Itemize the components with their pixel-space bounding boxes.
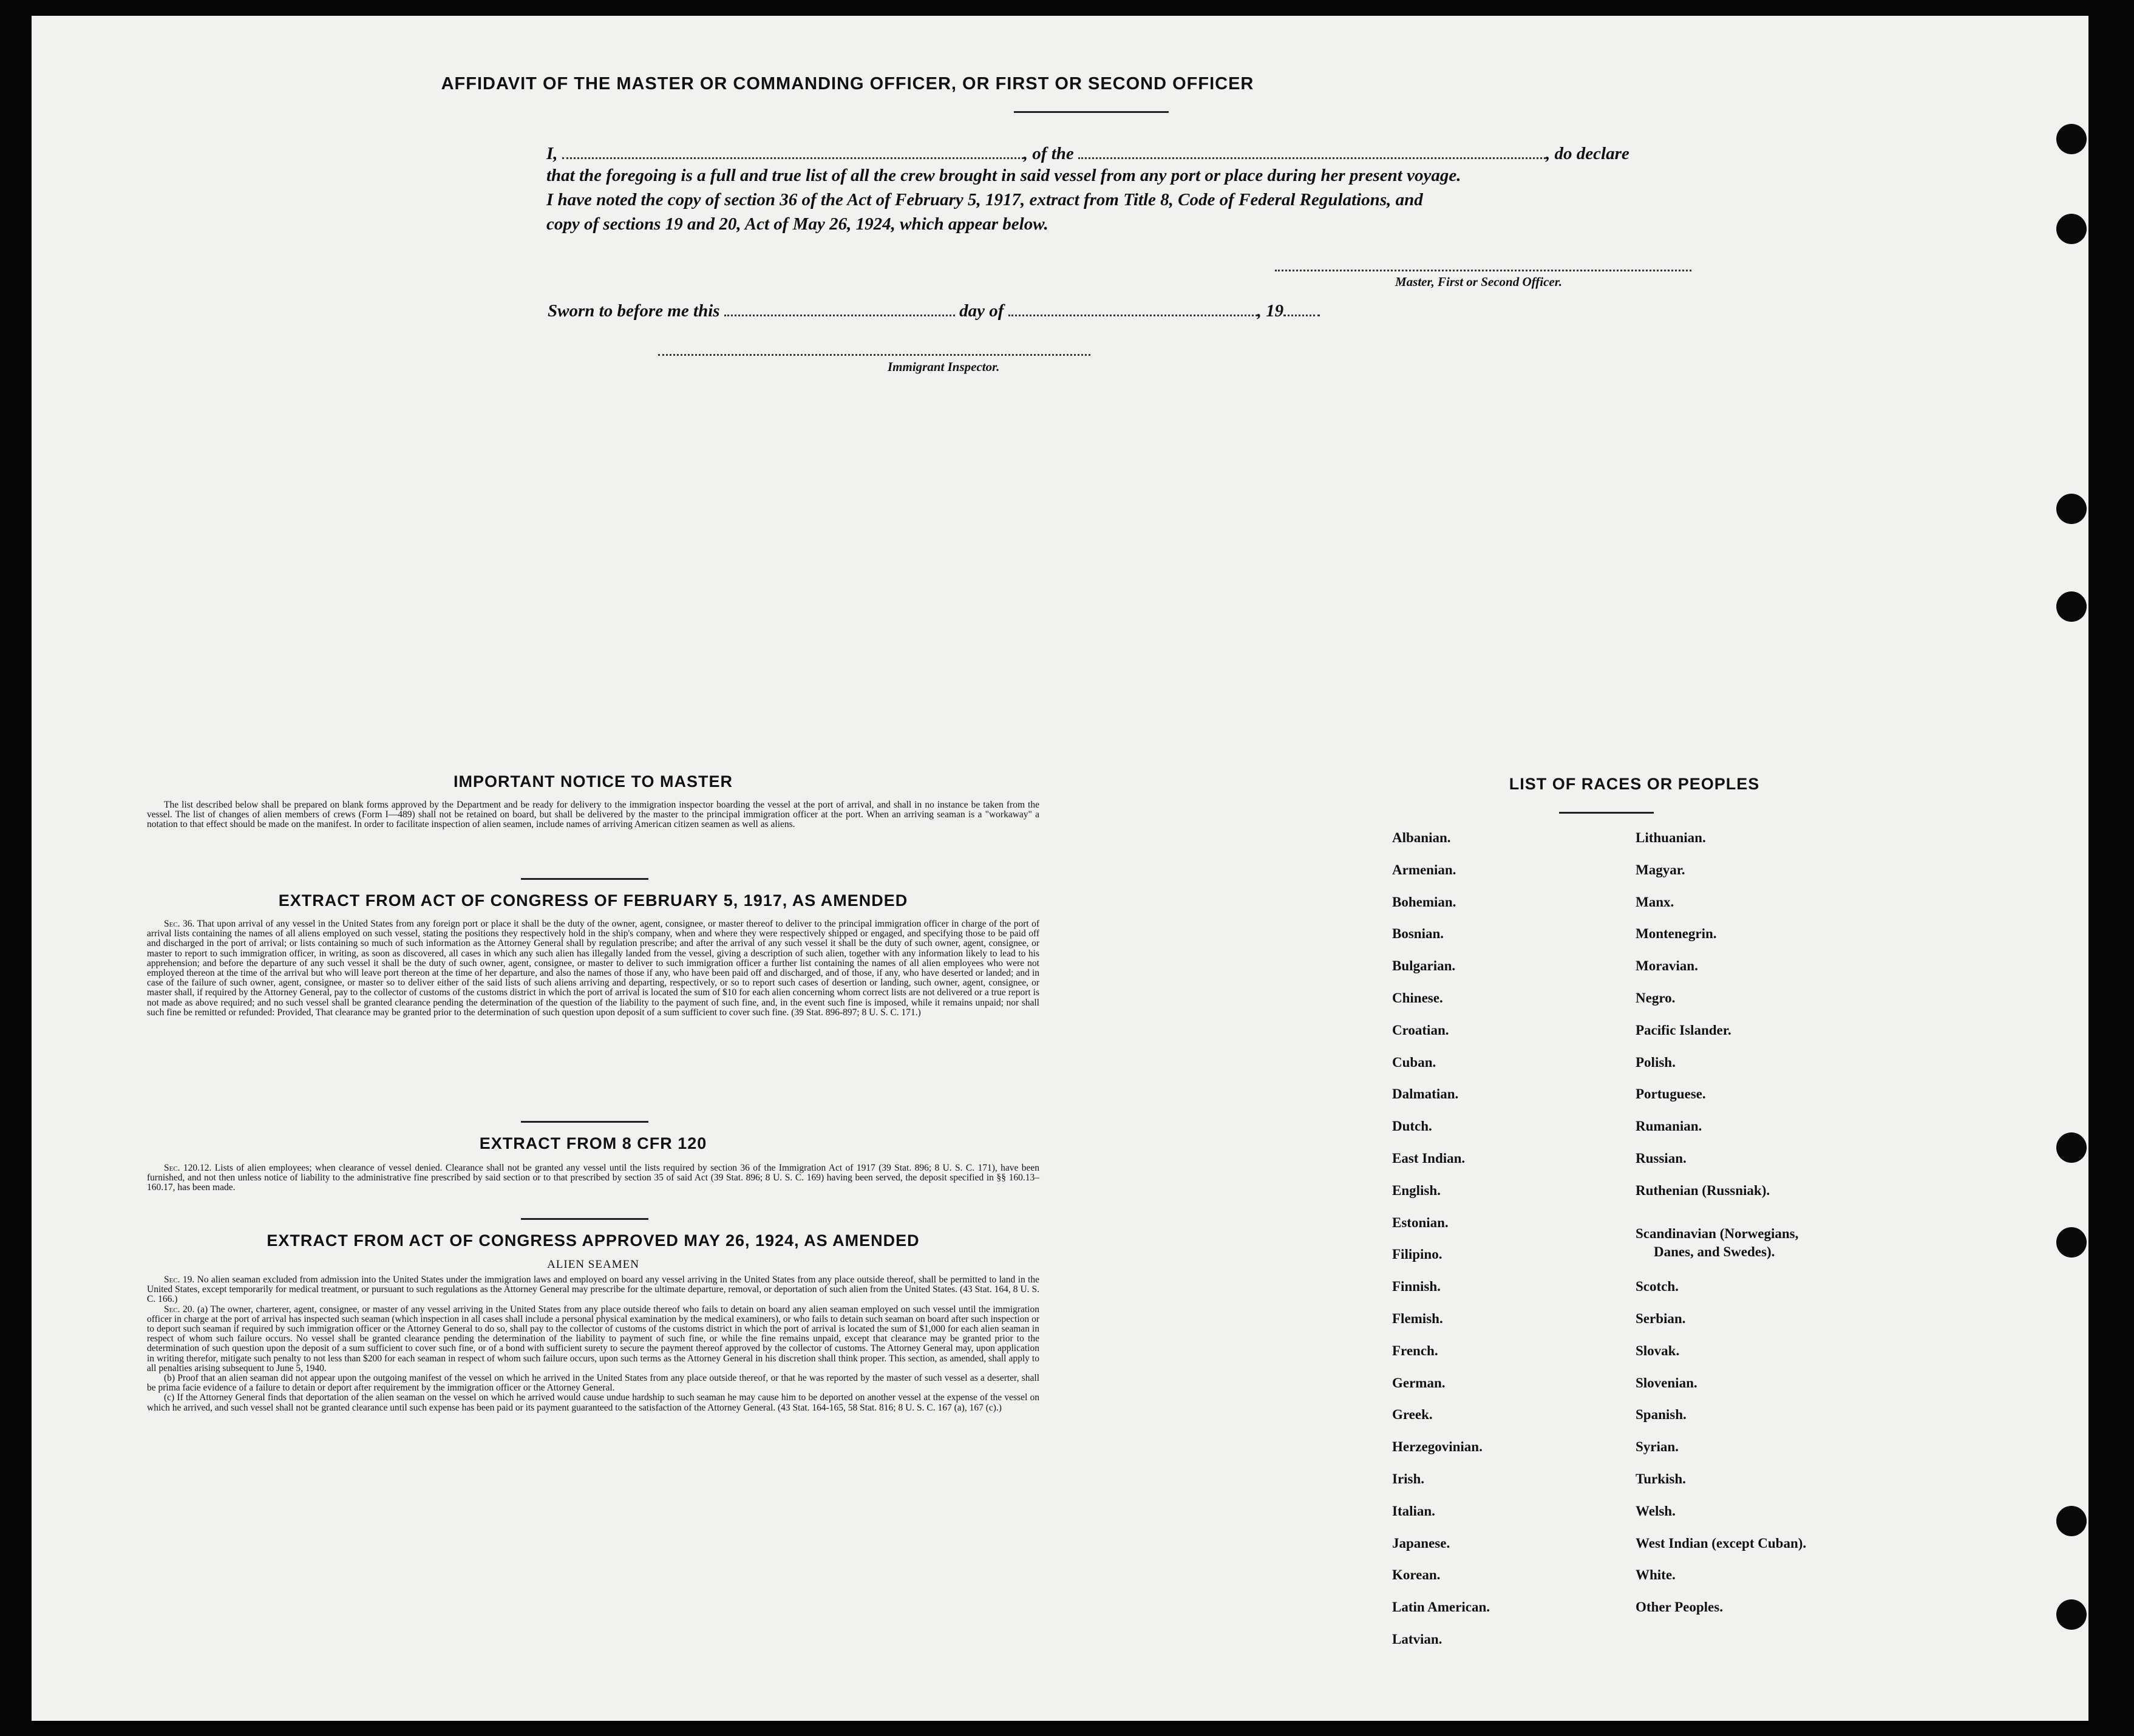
- inspector-signature-line[interactable]: [658, 354, 1090, 356]
- race-item: Latin American.: [1392, 1599, 1490, 1615]
- race-item: Italian.: [1392, 1503, 1435, 1519]
- vessel-blank[interactable]: [1078, 139, 1546, 159]
- master-signature-line[interactable]: [1275, 270, 1691, 271]
- extract-cfr-body: [147, 1163, 1039, 1193]
- race-item: Magyar.: [1636, 862, 1685, 877]
- extract-1924-body: [147, 1275, 1039, 1413]
- affidavit-line-1: [546, 139, 1700, 166]
- race-item: Herzegovinian.: [1392, 1439, 1483, 1455]
- alien-seamen-subtitle: ALIEN SEAMEN: [547, 1258, 639, 1271]
- sworn-line: [548, 296, 1320, 321]
- sworn-day-blank[interactable]: [724, 296, 955, 316]
- race-item: Slovak.: [1636, 1343, 1680, 1358]
- notice-title: IMPORTANT NOTICE TO MASTER: [454, 772, 733, 791]
- master-caption: Master, First or Second Officer.: [1395, 274, 1562, 289]
- race-item: Pacific Islander.: [1636, 1022, 1731, 1038]
- punch-hole: [2056, 591, 2087, 622]
- divider: [521, 878, 648, 880]
- race-item: Slovenian.: [1636, 1375, 1697, 1391]
- divider: [521, 1218, 648, 1220]
- race-item: Korean.: [1392, 1567, 1441, 1583]
- race-item: Cuban.: [1392, 1054, 1436, 1070]
- race-item: Montenegrin.: [1636, 926, 1717, 942]
- race-item: Croatian.: [1392, 1022, 1449, 1038]
- divider: [521, 1121, 648, 1123]
- race-item: Flemish.: [1392, 1311, 1443, 1326]
- sec-36-text: That upon arrival of any vessel in the United States from any foreign port or place it shall be the duty of the owner, agent, consignee, or master thereof to deliver to the principal immigration officer in charge of the port of arrival lists containing the names of all aliens employed on such vessel, stating the positions they respectively hold in the ship's company, when and where they were respectively shipped or engaged, and specifying those to be paid off and discharged in the port of arrival; or lists containing so much of such information as the Attorney General shall by regulation prescribe; and after the arrival of any such vessel it shall be the duty of such owner, agent, consignee, or master to report to such immigration officer, in writing, as soon as discovered, all cases in which any such alien has illegally landed from the vessel, giving a description of such alien, together with any information likely to lead to his apprehension; and before the departure of any such vessel it shall be the duty of such owner, agent, consignee, or master to deliver to such immigration officer a further list containing the names of all alien employees who were not employed thereon at the time of the arrival but who will leave port thereon at the time of her departure, and also the names of those if any, who have been paid off and discharged, and of those, if any, who have deserted or landed; and in case of the failure of such owner, agent, consignee, or master so to deliver either of the said lists of such aliens arriving and departing, respectively, or so to report such cases of desertion or landing, such owner, agent, consignee, or master shall, if required by the Attorney General, pay to the collector of customs of the customs district in which the port of arrival is located the sum of $10 for each alien concerning whom correct lists are not delivered or a true report is not made as above required; and no such vessel shall be granted clearance pending the determination of the question of the liability to the payment of such fine, and, in the event such fine is imposed, while it remains unpaid; nor shall such fine be remitted or refunded: Provided, That clearance may be granted prior to the determination of such question upon deposit of a sum sufficient to cover such fine. (39 Stat. 896-897; 8 U. S. C. 171.): [147, 919, 1039, 1018]
- punch-hole: [2056, 494, 2087, 524]
- race-item: Bosnian.: [1392, 926, 1444, 942]
- race-item: Ruthenian (Russniak).: [1636, 1182, 1770, 1198]
- race-item: French.: [1392, 1343, 1438, 1358]
- sec-20-label: Sec. 20.: [164, 1304, 195, 1315]
- sworn-year-blank[interactable]: [1283, 296, 1320, 316]
- race-item: Chinese.: [1392, 990, 1443, 1006]
- race-item: Portuguese.: [1636, 1086, 1706, 1102]
- affidavit-of-the: , of the: [1023, 144, 1074, 163]
- race-item: Danes, and Swedes).: [1654, 1244, 1775, 1259]
- punch-hole: [2056, 1599, 2087, 1630]
- notice-body: [147, 800, 1039, 830]
- race-item: Greek.: [1392, 1407, 1433, 1423]
- sec-19-text: No alien seaman excluded from admission into the United States under the immigration laws and employed on board any vessel arriving in the United States from any place outside thereof, shall be permitted to land in the United States, except temporarily for medical treatment, or pursuant to such regulations as the Attorney General may prescribe for the ultimate departure, removal, or deportation of such alien from the United States. (43 Stat. 164, 8 U. S. C. 166.): [147, 1275, 1039, 1305]
- race-item: Finnish.: [1392, 1279, 1441, 1295]
- divider: [1014, 111, 1169, 113]
- sec-120-text: Lists of alien employees; when clearance of vessel denied. Clearance shall not be granted any vessel until the lists required by section 36 of the Immigration Act of 1917 (39 Stat. 896; 8 U. S. C. 171), have been furnished, and not then unless notice of liability to the administrative fine prescribed by said section or to that prescribed by section 35 of said Act (39 Stat. 896; 8 U. S. C. 169) having been served, the deposit specified in §§ 160.13–160.17, has been made.: [147, 1163, 1039, 1193]
- race-item: West Indian (except Cuban).: [1636, 1535, 1807, 1551]
- extract-1917-body: [147, 919, 1039, 1018]
- punch-hole: [2056, 1132, 2087, 1163]
- race-item: Negro.: [1636, 990, 1676, 1006]
- race-item: German.: [1392, 1375, 1446, 1391]
- race-item: Scotch.: [1636, 1279, 1679, 1295]
- race-item: Japanese.: [1392, 1535, 1450, 1551]
- race-item: East Indian.: [1392, 1151, 1466, 1166]
- sec-120-label: Sec. 120.12.: [164, 1163, 212, 1173]
- race-item: Russian.: [1636, 1151, 1687, 1166]
- punch-hole: [2056, 214, 2087, 244]
- extract-cfr-title: EXTRACT FROM 8 CFR 120: [479, 1134, 707, 1152]
- race-item: Albanian.: [1392, 830, 1451, 845]
- race-item: Serbian.: [1636, 1311, 1686, 1326]
- race-item: Turkish.: [1636, 1471, 1686, 1486]
- affidavit-do-declare: , do declare: [1546, 144, 1629, 163]
- sec-20-text: (a) The owner, charterer, agent, consignee, or master of any vessel arriving in the United States from any place outside thereof who fails to detain on board any alien seaman employed on such vessel until the immigration officer in charge at the port of arrival has inspected such seaman (which inspection in all cases shall include a personal physical examination by the medical examiners), or who fails to detain such seaman on board after such inspection or to deport such seaman if required by such immigration officer or the Attorney General to do so, shall pay to the collector of customs of the customs district in which the port of arrival is located the sum of $1,000 for each alien seaman in respect of whom such failure occurs. No vessel shall be granted clearance pending the determination of the liability to payment of such fine, or while the fine remains unpaid, except that clearance may be granted prior to the determination of such question upon the deposit of a sum sufficient to cover such fine, or of a bond with sufficient surety to secure the payment thereof approved by the collector of customs. The Attorney General may, upon application in writing therefor, mitigate such penalty to not less than $200 for each seaman in respect of whom such failure occurs, upon such terms as the Attorney General in his discretion shall think proper. This section, as amended, shall apply to all penalties arising subsequent to June 5, 1940.: [147, 1304, 1039, 1373]
- sworn-month-blank[interactable]: [1008, 296, 1257, 316]
- sec-20-b-text: (b) Proof that an alien seaman did not appear upon the outgoing manifest of the vessel on which he arrived in the United States from any place outside thereof, or that he was reported by the master of such vessel as a deserter, shall be prima facie evidence of a failure to detain or deport after requirement by the immigration officer or the Attorney General.: [147, 1373, 1039, 1394]
- affidavit-line-3: I have noted the copy of section 36 of the Act of February 5, 1917, extract from Title 8, Code of Federal Regulations, and: [546, 190, 1423, 209]
- affidavit-line-4: copy of sections 19 and 20, Act of May 26, 1924, which appear below.: [546, 214, 1048, 234]
- race-item: Dutch.: [1392, 1118, 1432, 1134]
- extract-1924-title: EXTRACT FROM ACT OF CONGRESS APPROVED MAY 26, 1924, AS AMENDED: [267, 1231, 920, 1250]
- race-item: Latvian.: [1392, 1632, 1442, 1647]
- race-item: Armenian.: [1392, 862, 1456, 877]
- race-item: Dalmatian.: [1392, 1086, 1459, 1102]
- divider: [1559, 812, 1654, 814]
- race-item: Other Peoples.: [1636, 1599, 1723, 1615]
- inspector-caption: Immigrant Inspector.: [888, 359, 1000, 374]
- race-item: Filipino.: [1392, 1247, 1442, 1262]
- race-item: Rumanian.: [1636, 1118, 1702, 1134]
- punch-hole: [2056, 124, 2087, 154]
- year-text: , 19: [1257, 301, 1284, 321]
- punch-hole: [2056, 1506, 2087, 1536]
- affidavit-title: AFFIDAVIT OF THE MASTER OR COMMANDING OFFICER, OR FIRST OR SECOND OFFICER: [441, 74, 1254, 94]
- race-item: Manx.: [1636, 894, 1674, 910]
- race-item: Syrian.: [1636, 1439, 1679, 1455]
- race-item: Bulgarian.: [1392, 958, 1456, 974]
- race-item: Bohemian.: [1392, 894, 1456, 910]
- extract-1917-title: EXTRACT FROM ACT OF CONGRESS OF FEBRUARY 5, 1917, AS AMENDED: [278, 891, 908, 910]
- notice-text: The list described below shall be prepared on blank forms approved by the Department and be ready for delivery to the immigration inspector boarding the vessel at the port of arrival, and shall in no instance be taken from the vessel. The list of changes of alien members of crews (Form I—489) shall not be retained on board, but shall be delivered by the master to the principal immigration officer at the port. When an arriving seaman is a "workaway" a notation to that effect should be made on the manifest. In order to facilitate inspection of alien seamen, include names of arriving American citizen seamen as well as aliens.: [147, 800, 1039, 830]
- sec-19-label: Sec. 19.: [164, 1275, 195, 1285]
- race-item: Lithuanian.: [1636, 830, 1706, 845]
- race-item: White.: [1636, 1567, 1676, 1583]
- race-item: English.: [1392, 1182, 1441, 1198]
- race-item: Spanish.: [1636, 1407, 1687, 1423]
- form-page: [32, 16, 2088, 1721]
- sec-20-c-text: (c) If the Attorney General finds that deportation of the alien seaman on the vessel on which he arrived would cause undue hardship to such seaman he may cause him to be deported on another vessel at the expense of the vessel on which he arrived, and such vessel shall not be granted clearance until such expense has been paid or its payment guaranteed to the satisfaction of the Attorney General. (43 Stat. 164-165, 58 Stat. 816; 8 U. S. C. 167 (a), 167 (c).): [147, 1392, 1039, 1413]
- race-item: Moravian.: [1636, 958, 1698, 974]
- sec-36-label: Sec. 36.: [164, 919, 195, 929]
- race-item: Scandinavian (Norwegians,: [1636, 1225, 1799, 1241]
- sworn-text: Sworn to before me this: [548, 301, 720, 321]
- name-blank[interactable]: [562, 139, 1024, 159]
- affidavit-i: I,: [546, 144, 558, 163]
- day-of-text: day of: [959, 301, 1004, 321]
- races-title: LIST OF RACES OR PEOPLES: [1509, 775, 1760, 793]
- affidavit-line-2: that the foregoing is a full and true list of all the crew brought in said vessel from any port or place during her present voyage.: [546, 166, 1461, 185]
- punch-hole: [2056, 1227, 2087, 1258]
- race-item: Estonian.: [1392, 1214, 1449, 1230]
- race-item: Welsh.: [1636, 1503, 1676, 1519]
- race-item: Irish.: [1392, 1471, 1425, 1486]
- race-item: Polish.: [1636, 1054, 1676, 1070]
